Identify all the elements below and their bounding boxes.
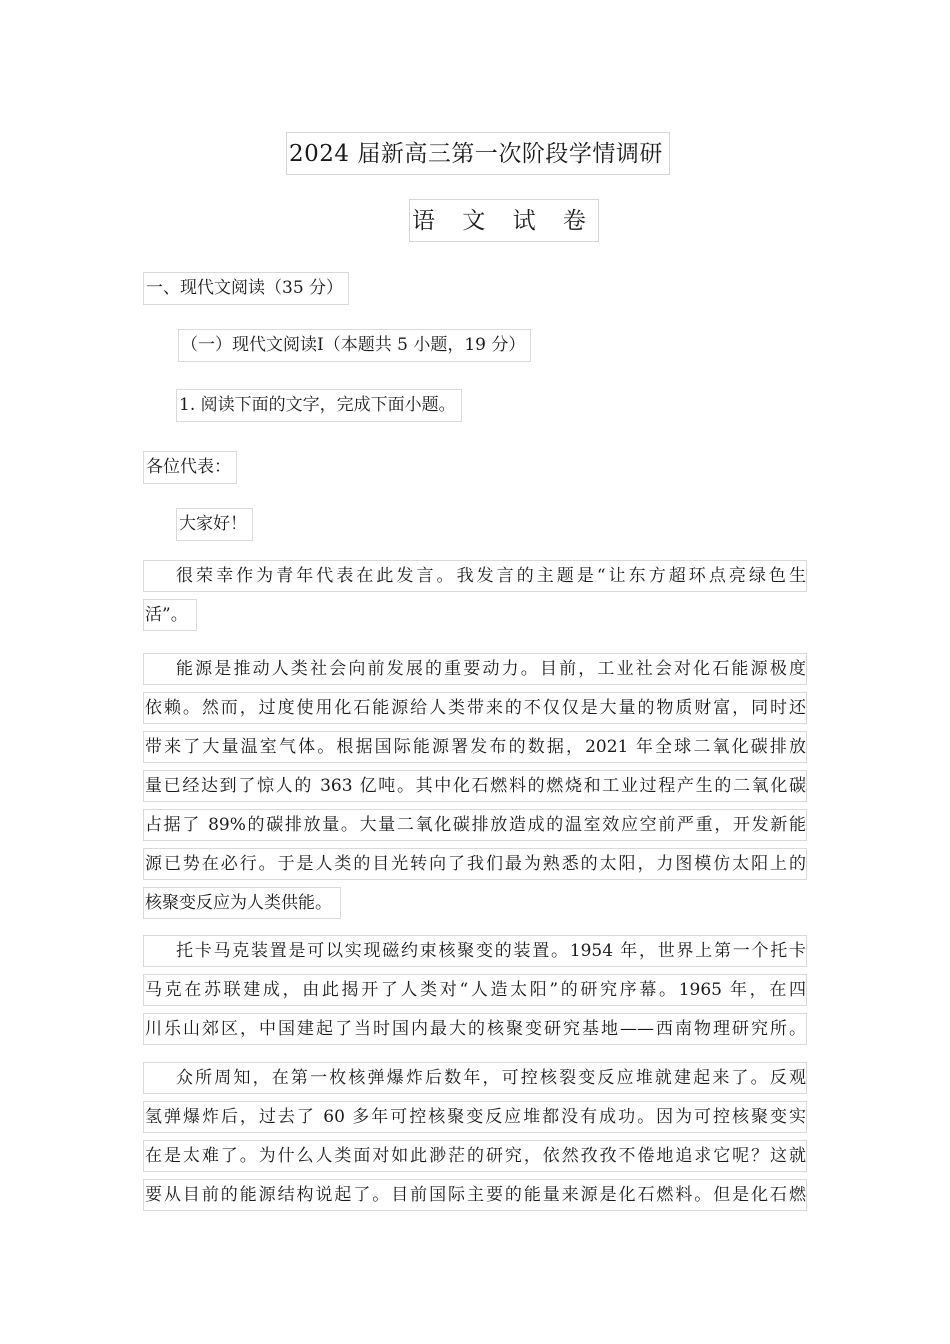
question-prompt: 1. 阅读下面的文字，完成下面小题。 xyxy=(176,389,462,422)
paragraph-line: 氢弹爆炸后，过去了 60 多年可控核聚变反应堆都没有成功。因为可控核聚变实 xyxy=(143,1101,807,1133)
paragraph-line: 川乐山郊区，中国建起了当时国内最大的核聚变研究基地——西南物理研究所。 xyxy=(143,1013,807,1045)
exam-title: 2024 届新高三第一次阶段学情调研 xyxy=(286,132,670,175)
paragraph-line: 马克在苏联建成，由此揭开了人类对“人造太阳”的研究序幕。1965 年，在四 xyxy=(143,974,807,1006)
paragraph-line: 众所周知，在第一枚核弹爆炸后数年，可控核裂变反应堆就建起来了。反观 xyxy=(143,1062,807,1094)
paragraph-line: 能源是推动人类社会向前发展的重要动力。目前，工业社会对化石能源极度 xyxy=(143,653,807,685)
salutation: 各位代表： xyxy=(143,451,237,484)
paragraph-2 xyxy=(143,653,805,930)
paragraph-line: 源已势在必行。于是人类的目光转向了我们最为熟悉的太阳，力图模仿太阳上的 xyxy=(143,848,807,880)
paragraph-line: 核聚变反应为人类供能。 xyxy=(143,887,341,919)
exam-subtitle: 语 文 试 卷 xyxy=(409,199,599,242)
greeting: 大家好！ xyxy=(176,508,253,541)
paragraph-4 xyxy=(143,1062,805,1218)
paragraph-line: 占据了 89%的碳排放量。大量二氧化碳排放造成的温室效应空前严重，开发新能 xyxy=(143,809,807,841)
paragraph-3 xyxy=(143,935,805,1052)
paragraph-line: 要从目前的能源结构说起了。目前国际主要的能量来源是化石燃料。但是化石燃 xyxy=(143,1179,807,1211)
paragraph-line: 在是太难了。为什么人类面对如此渺茫的研究，依然孜孜不倦地追求它呢？这就 xyxy=(143,1140,807,1172)
paragraph-line: 量已经达到了惊人的 363 亿吨。其中化石燃料的燃烧和工业过程产生的二氧化碳 xyxy=(143,770,807,802)
paragraph-line: 很荣幸作为青年代表在此发言。我发言的主题是“让东方超环点亮绿色生 xyxy=(143,560,807,592)
subsection-heading: （一）现代文阅读Ⅰ（本题共 5 小题，19 分） xyxy=(178,329,531,362)
paragraph-line: 活”。 xyxy=(143,599,197,631)
paragraph-line: 托卡马克装置是可以实现磁约束核聚变的装置。1954 年，世界上第一个托卡 xyxy=(143,935,807,967)
section-heading: 一、现代文阅读（35 分） xyxy=(143,272,349,305)
paragraph-line: 带来了大量温室气体。根据国际能源署发布的数据，2021 年全球二氧化碳排放 xyxy=(143,731,807,763)
paragraph-line: 依赖。然而，过度使用化石能源给人类带来的不仅仅是大量的物质财富，同时还 xyxy=(143,692,807,724)
paragraph-1 xyxy=(143,560,805,642)
